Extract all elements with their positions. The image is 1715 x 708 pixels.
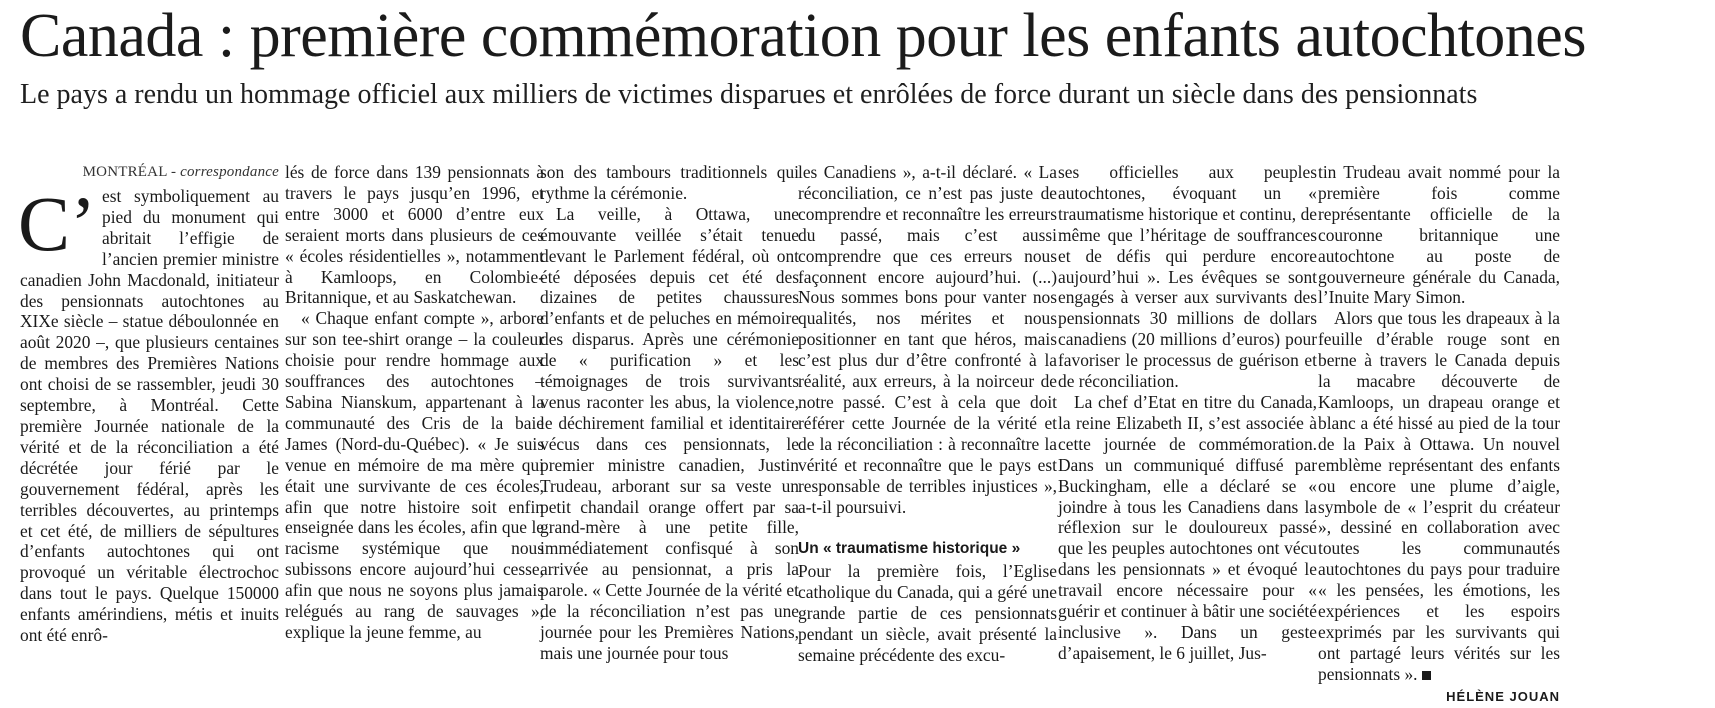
dateline-city: MONTRÉAL - (82, 164, 181, 180)
dateline-role: correspondance (180, 164, 279, 180)
article-column-3 (540, 162, 799, 677)
subheading: Un « traumatisme historique » (798, 540, 1021, 558)
drop-cap: C’ (18, 180, 96, 267)
paragraph: « Chaque enfant compte », arbore sur son tee-shirt orange – la couleur choisie pour rendre hommage aux souffrances des autochtones – Sabina Nianskum, appartenant à la communauté des Cris de la baie James (Nord-du-Québec). « Je suis venue en mémoire de ma mère qui était une survivante de ces écoles, afin que notre histoire soit enfin enseignée dans les écoles, afin que le racisme systémique que nous subissons encore aujourd’hui cesse, afin que nous ne soyons plus jamais relégués au rang de sauvages », explique la jeune femme, au (285, 308, 544, 642)
dateline (20, 162, 279, 182)
paragraph: son des tambours traditionnels qui rythme la cérémonie. (540, 162, 799, 203)
headline: Canada : première commémoration pour les enfants autochtones (20, 2, 1586, 70)
paragraph-text: est symboliquement au pied du monument qui abritait l’effigie de l’ancien premier ministre canadien John Macdonald, initiateur des pensionnats autochtones au XIXe siècle – statue déboulonnée en août 2020 –, que plusieurs centaines de membres des Premières Nations ont choisi de se rassembler, jeudi 30 septembre, à Montréal. Cette première Journée nationale de la vérité et de la réconciliation a été décrétée jour férié par le gouvernement fédéral, après les terribles découvertes, au printemps et cet été, de milliers de sépultures d’enfants autochtones qui ont provoqué un véritable électrochoc dans tout le pays. Quelque 150000 enfants amérindiens, métis et inuits ont été enrô- (20, 186, 279, 646)
article-column-4 (798, 162, 1057, 677)
paragraph-text: Alors que tous les drapeaux à la feuille d’érable rouge sont en berne à travers le Canada depuis la macabre découverte de Kamloops, un drapeau orange et blanc a été hissé au pied de la tour de la Paix à Ottawa. Un nouvel emblème représentant des enfants ou encore une plume d’aigle, symbole de « l’esprit du créateur », dessiné en collaboration avec toutes les communautés autochtones du pays pour traduire « les pensées, les émotions, les expériences et les espoirs exprimés par les survivants qui ont partagé leurs vérités sur les pensionnats ». (1318, 308, 1560, 684)
article-column-6 (1318, 162, 1560, 704)
paragraph: La veille, à Ottawa, une émouvante veillée s’était tenue devant le Parlement fédéral, où ont été déposées depuis cet été des dizaines de petites chaussures d’enfants et de peluches en mémoire des disparus. Après une cérémonie de « purification » et les témoignages de trois survivants venus raconter les abus, la violence, le déchirement familial et identitaire vécus dans ces pensionnats, le premier ministre canadien, Justin Trudeau, arborant sur sa veste un petit chandail orange offert par sa grand-mère à une petite fille, immédiatement confisqué à son arrivée au pensionnat, a pris la parole. « Cette Journée de la vérité et de la réconciliation n’est pas une journée pour les Premières Nations, mais une journée pour tous (540, 203, 799, 663)
paragraph: lés de force dans 139 pensionnats à travers le pays jusqu’en 1996, et entre 3000 et 6000 d’entre eux seraient morts dans plusieurs de ces « écoles résidentielles », notamment à Kamloops, en Colombie-Britannique, et au Saskatchewan. (285, 162, 544, 308)
paragraph: Pour la première fois, l’Eglise catholique du Canada, qui a géré une grande partie de ces pensionnats pendant un siècle, avait présenté la semaine précédente des excu- (798, 561, 1057, 666)
article-column-1 (20, 162, 279, 677)
paragraph: La chef d’Etat en titre du Canada, la reine Elizabeth II, s’est associée à cette journée de commémoration. Dans un communiqué diffusé par Buckingham, elle a déclaré se « joindre à tous les Canadiens dans la réflexion sur le douloureux passé que les peuples autochtones ont vécu dans les pensionnats » et évoqué le travail encore nécessaire pour « guérir et continuer à bâtir une société inclusive ». Dans un geste d’apaisement, le 6 juillet, Jus- (1058, 391, 1317, 663)
paragraph (1318, 308, 1560, 684)
standfirst: Le pays a rendu un hommage officiel aux milliers de victimes disparues et enrôlées de force durant un siècle dans des pensionnats (20, 79, 1478, 110)
paragraph (18, 180, 279, 646)
paragraph: tin Trudeau avait nommé pour la première fois comme représentante officielle de la couronne britannique une autochtone au poste de gouverneure générale du Canada, l’Inuite Mary Simon. (1318, 162, 1560, 308)
end-of-article-square-icon (1422, 671, 1431, 680)
article-column-2 (285, 162, 544, 677)
paragraph: ses officielles aux peuples autochtones, évoquant un « traumatisme historique et continu, de même que l’héritage de souffrances et de défis qui perdure encore aujourd’hui ». Les évêques se sont engagés à verser aux survivants des pensionnats 30 millions de dollars canadiens (20 millions d’euros) pour favoriser le processus de guérison et de réconciliation. (1058, 162, 1317, 392)
paragraph: les Canadiens », a-t-il déclaré. « La réconciliation, ce n’est pas juste de comprendre et reconnaître les erreurs du passé, mais c’est aussi comprendre que ces erreurs nous façonnent encore aujourd’hui. (...) Nous sommes bons pour vanter nos qualités, nos mérites et nous positionner en tant que héros, mais c’est plus dur d’être confronté à la réalité, aux erreurs, à la noirceur de notre passé. C’est à cela que doit référer cette Journée de la vérité et de la réconciliation : à reconnaître la vérité et reconnaître que le pays est responsable de terribles injustices », a-t-il poursuivi. (798, 162, 1057, 517)
article-column-5 (1058, 162, 1317, 677)
author-signature: HÉLÈNE JOUAN (1446, 688, 1560, 704)
